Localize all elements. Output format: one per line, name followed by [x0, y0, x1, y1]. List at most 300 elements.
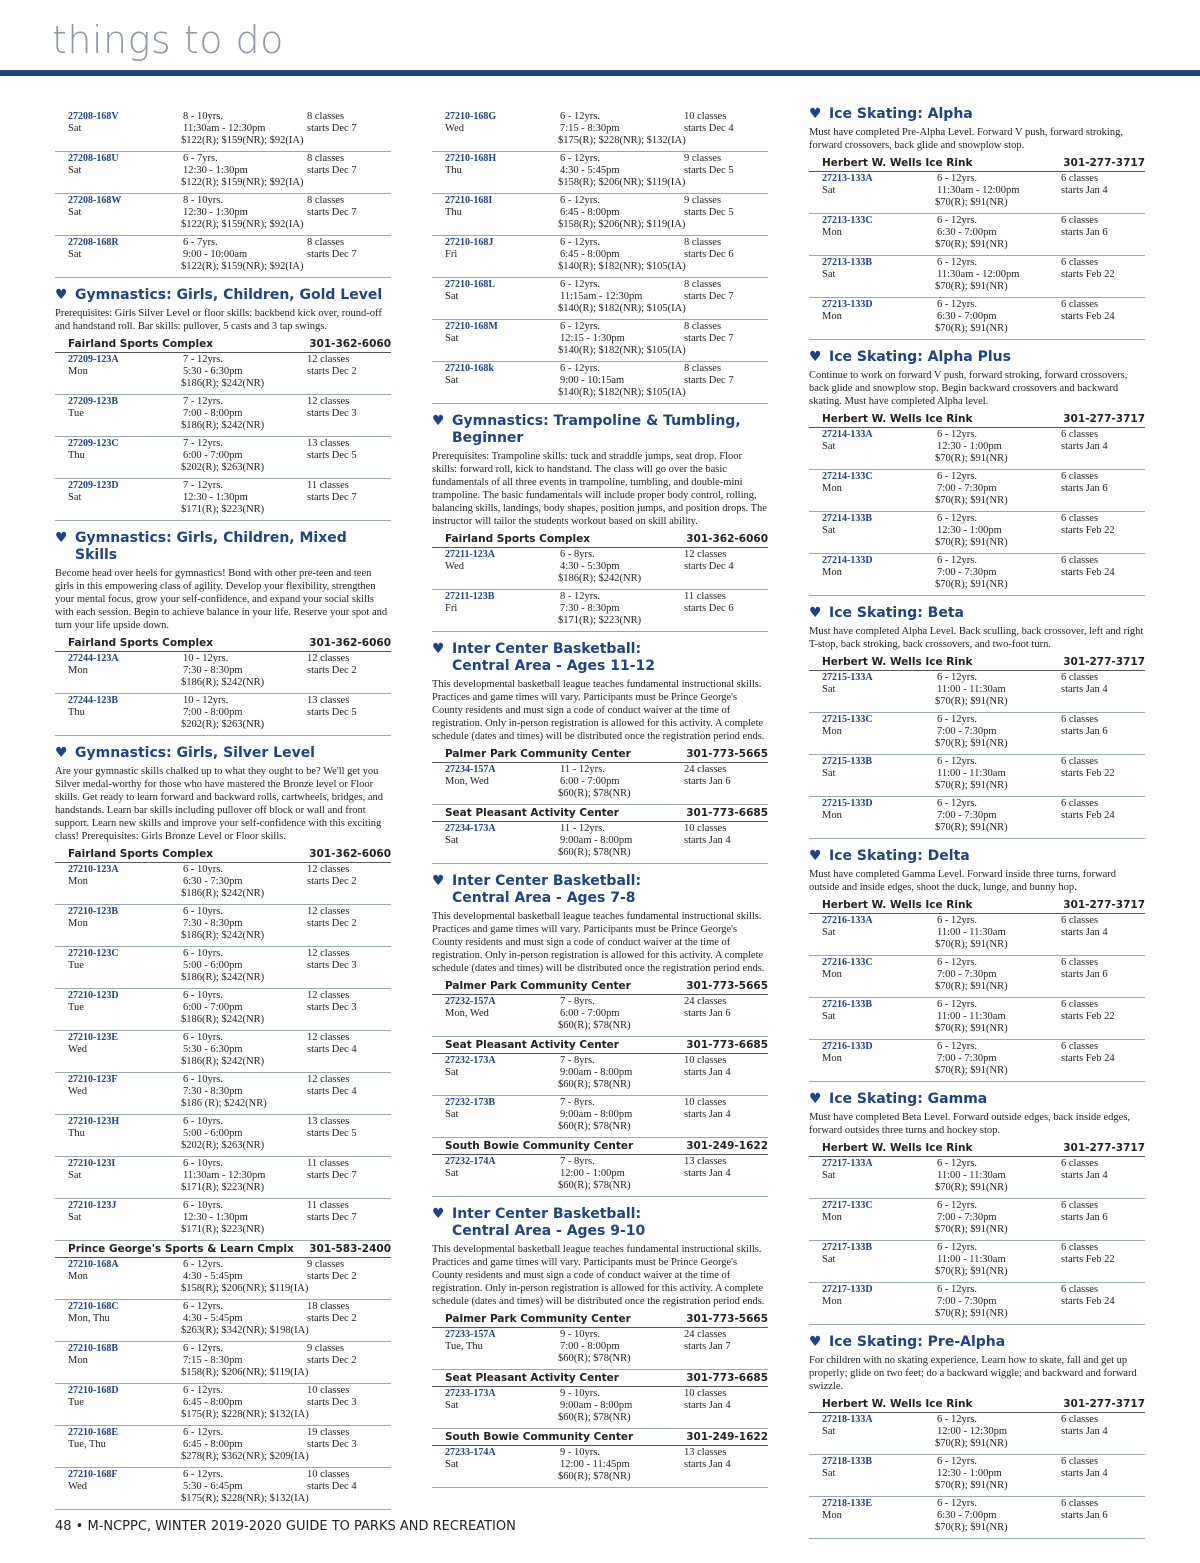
class-day: Mon, Thu [68, 1313, 110, 1324]
class-start: starts Dec 3 [307, 1439, 357, 1450]
class-start: starts Dec 7 [684, 375, 734, 386]
class-start: starts Dec 3 [307, 408, 357, 419]
class-count: 9 classes [684, 153, 722, 164]
class-day: Sat [822, 927, 836, 938]
class-day: Wed [68, 1481, 87, 1492]
class-code[interactable]: 27213-133A [822, 173, 873, 184]
location-header: Herbert W. Wells Ice Rink 301-277-3717 [809, 654, 1145, 671]
class-start: starts Dec 7 [307, 492, 357, 503]
class-code[interactable]: 27210-123J [68, 1200, 117, 1211]
class-time: 5:30 - 6:30pm [183, 366, 243, 377]
section-title: ♥ Gymnastics: Girls, Silver Level [55, 745, 315, 761]
class-time: 7:00 - 8:00pm [183, 707, 243, 718]
class-time: 11:30am - 12:30pm [183, 123, 266, 134]
class-row [809, 1241, 1145, 1283]
class-code[interactable]: 27210-168L [445, 279, 495, 290]
class-code[interactable]: 27232-174A [445, 1156, 496, 1167]
class-time: 12:00 - 12:30pm [937, 1426, 1007, 1437]
class-start: starts Jan 6 [684, 776, 731, 787]
class-code[interactable]: 27244-123B [68, 695, 118, 706]
class-age: 6 - 12yrs. [937, 798, 977, 809]
class-row [55, 110, 391, 152]
class-code[interactable]: 27234-173A [445, 823, 496, 834]
class-time: 7:30 - 8:30pm [183, 1086, 243, 1097]
class-count: 6 classes [1061, 215, 1099, 226]
class-fee: $70(R); $91(NR) [935, 1522, 1008, 1533]
class-count: 6 classes [1061, 555, 1099, 566]
location-header: Palmer Park Community Center 301-773-5665 [432, 1311, 768, 1328]
class-row [809, 956, 1145, 998]
class-day: Mon [68, 918, 88, 929]
class-fee: $70(R); $91(NR) [935, 939, 1008, 950]
class-code[interactable]: 27210-168E [68, 1427, 118, 1438]
class-code[interactable]: 27210-168I [445, 195, 493, 206]
class-time: 7:00 - 7:30pm [937, 483, 997, 494]
class-code[interactable]: 27209-123B [68, 396, 118, 407]
class-code[interactable]: 27211-123B [445, 591, 495, 602]
class-day: Sat [822, 1254, 836, 1265]
class-row [432, 320, 768, 362]
class-code[interactable]: 27208-168R [68, 237, 119, 248]
class-day: Sat [68, 492, 82, 503]
location-header: Herbert W. Wells Ice Rink 301-277-3717 [809, 411, 1145, 428]
class-time: 6:45 - 8:00pm [560, 249, 620, 260]
section-title: ♥ Ice Skating: Gamma [809, 1091, 988, 1107]
class-code[interactable]: 27216-133C [822, 957, 873, 968]
class-start: starts Jan 6 [1061, 483, 1108, 494]
heart-icon: ♥ [55, 745, 68, 761]
class-code[interactable]: 27213-133B [822, 257, 872, 268]
class-count: 6 classes [1061, 429, 1099, 440]
class-day: Sat [68, 207, 82, 218]
class-count: 8 classes [684, 363, 722, 374]
page-title: things to do [52, 18, 284, 62]
class-row [432, 194, 768, 236]
class-fee: $70(R); $91(NR) [935, 1023, 1008, 1034]
class-day: Mon [822, 483, 842, 494]
class-time: 7:00 - 7:30pm [937, 1212, 997, 1223]
class-fee: $186(R); $242(NR) [181, 420, 265, 431]
class-age: 7 - 8yrs. [560, 1156, 595, 1167]
class-fee: $70(R); $91(NR) [935, 239, 1008, 250]
class-time: 6:30 - 7:30pm [183, 876, 243, 887]
class-code[interactable]: 27217-133A [822, 1158, 873, 1169]
class-time: 5:30 - 6:45pm [183, 1481, 243, 1492]
class-fee: $70(R); $91(NR) [935, 1438, 1008, 1449]
class-start: starts Dec 7 [307, 165, 357, 176]
class-fee: $186(R); $242(NR) [181, 972, 265, 983]
class-row [809, 797, 1145, 839]
class-count: 11 classes [307, 1158, 349, 1169]
class-count: 6 classes [1061, 1158, 1099, 1169]
class-row [55, 1384, 391, 1426]
class-time: 7:00 - 7:30pm [937, 810, 997, 821]
heart-icon: ♥ [809, 1334, 822, 1350]
class-fee: $70(R); $91(NR) [935, 981, 1008, 992]
class-count: 9 classes [307, 1259, 345, 1270]
class-time: 9:00 - 10:15am [560, 375, 625, 386]
class-count: 10 classes [684, 1055, 727, 1066]
class-day: Sat [68, 123, 82, 134]
class-code[interactable]: 27210-168G [445, 111, 497, 122]
class-fee: $70(R); $91(NR) [935, 453, 1008, 464]
class-day: Mon [822, 1296, 842, 1307]
class-code[interactable]: 27215-133D [822, 798, 873, 809]
class-code[interactable]: 27210-168C [68, 1301, 119, 1312]
class-fee: $60(R); $78(NR) [558, 1353, 631, 1364]
class-time: 7:00 - 7:30pm [937, 1053, 997, 1064]
class-day: Mon, Wed [445, 1008, 489, 1019]
class-code[interactable]: 27234-157A [445, 764, 496, 775]
section-description: Must have completed Gamma Level. Forward inside three turns, forward outside and inside edges, shoot the duck, lunge, and bunny hop. [809, 869, 1117, 893]
class-count: 12 classes [307, 990, 350, 1001]
class-start: starts Feb 24 [1061, 810, 1115, 821]
class-start: starts Jan 4 [684, 1067, 731, 1078]
class-code[interactable]: 27232-173A [445, 1055, 496, 1066]
class-time: 7:30 - 8:30pm [183, 665, 243, 676]
class-fee: $158(R); $206(NR); $119(IA) [181, 1367, 309, 1378]
class-code[interactable]: 27210-168H [445, 153, 497, 164]
class-start: starts Dec 2 [307, 366, 357, 377]
class-day: Tue, Thu [68, 1439, 106, 1450]
class-row [432, 1328, 768, 1370]
class-start: starts Dec 4 [307, 1481, 357, 1492]
class-age: 6 - 8yrs. [560, 549, 595, 560]
class-age: 6 - 10yrs. [183, 1158, 223, 1169]
class-fee: $202(R); $263(NR) [181, 1140, 265, 1151]
heart-icon: ♥ [432, 873, 445, 889]
class-start: starts Jan 6 [1061, 726, 1108, 737]
class-code[interactable]: 27210-123F [68, 1074, 118, 1085]
class-fee: $186(R); $242(NR) [181, 1014, 265, 1025]
class-count: 8 classes [307, 111, 345, 122]
class-code[interactable]: 27208-168V [68, 111, 119, 122]
class-row [432, 548, 768, 590]
class-code[interactable]: 27210-123E [68, 1032, 118, 1043]
class-fee: $202(R); $263(NR) [181, 719, 265, 730]
class-code[interactable]: 27217-133B [822, 1242, 872, 1253]
class-count: 10 classes [307, 1469, 350, 1480]
class-code[interactable]: 27215-133B [822, 756, 872, 767]
class-row [809, 1413, 1145, 1455]
class-count: 6 classes [1061, 999, 1099, 1010]
class-code[interactable]: 27216-133D [822, 1041, 873, 1052]
class-count: 12 classes [307, 1032, 350, 1043]
class-age: 9 - 10yrs. [560, 1329, 600, 1340]
class-start: starts Dec 7 [307, 249, 357, 260]
class-age: 6 - 10yrs. [183, 906, 223, 917]
class-count: 11 classes [307, 1200, 349, 1211]
class-day: Sat [68, 165, 82, 176]
class-age: 6 - 12yrs. [937, 756, 977, 767]
class-code[interactable]: 27208-168U [68, 153, 119, 164]
class-time: 7:00 - 7:30pm [937, 567, 997, 578]
class-code[interactable]: 27210-168M [445, 321, 498, 332]
class-time: 11:00 - 11:30am [937, 768, 1006, 779]
class-start: starts Feb 22 [1061, 269, 1115, 280]
class-age: 6 - 12yrs. [937, 215, 977, 226]
class-fee: $70(R); $91(NR) [935, 1308, 1008, 1319]
class-code[interactable]: 27218-133E [822, 1498, 872, 1509]
location-header: Seat Pleasant Activity Center 301-773-6685 [432, 1037, 768, 1054]
class-row [55, 694, 391, 736]
section-description: Prerequisites: Trampoline skills: tuck and straddle jumps, seat drop. Floor skills: forward roll, kick to handstand. The class will go over the basic fundamentals of all three events in trampoline, tumbling, and double-mini trampoline. The basic fundamentals will include proper body control, rolling, balancing skills, landings, body shapes, position jumps, and position drops. The instructor will tailor the students workout based on skill ability. [432, 451, 767, 527]
class-time: 6:30 - 7:00pm [937, 227, 997, 238]
class-count: 13 classes [307, 438, 350, 449]
section-description: Are your gymnastic skills chalked up to what they ought to be? We'll get you Silver medal-worthy for those who have mastered the Bronze level or Floor skills. Get ready to learn forward and backward rolls, cartwheels, bridges, and handstands. Learn bar skills including pullover off block or wall and front support. Learn new skills and improve your self-confidence with this exciting class! Prerequisites: Girls Bronze Level or Floor skills. [55, 766, 384, 842]
class-code[interactable]: 27233-157A [445, 1329, 496, 1340]
page-footer: 48 • M-NCPPC, WINTER 2019-2020 GUIDE TO PARKS AND RECREATION [55, 1519, 516, 1534]
class-count: 6 classes [1061, 471, 1099, 482]
class-age: 11 - 12yrs. [560, 823, 605, 834]
section-title: ♥ Gymnastics: Girls, Children, Gold Level [55, 287, 383, 303]
class-time: 12:30 - 1:00pm [937, 441, 1002, 452]
class-day: Thu [68, 450, 85, 461]
class-count: 6 classes [1061, 915, 1099, 926]
class-code[interactable]: 27217-133C [822, 1200, 873, 1211]
location-header: Fairland Sports Complex 301-362-6060 [55, 336, 391, 353]
class-day: Wed [68, 1086, 87, 1097]
class-code[interactable]: 27214-133C [822, 471, 873, 482]
section-description: Must have completed Beta Level. Forward outside edges, back inside edges, forward outsides three turns and hockey stop. [809, 1112, 1131, 1136]
class-age: 6 - 10yrs. [183, 948, 223, 959]
class-count: 6 classes [1061, 1456, 1099, 1467]
class-code[interactable]: 27215-133C [822, 714, 873, 725]
class-day: Sat [822, 269, 836, 280]
class-code[interactable]: 27210-123A [68, 864, 119, 875]
class-code[interactable]: 27210-123D [68, 990, 119, 1001]
section-title: ♥ Gymnastics: Girls, Children, Mixed Skills [55, 530, 347, 563]
class-age: 6 - 12yrs. [183, 1385, 223, 1396]
class-fee: $171(R); $223(NR) [181, 1182, 265, 1193]
class-time: 11:00 - 11:30am [937, 927, 1006, 938]
class-day: Sat [445, 291, 459, 302]
class-start: starts Jan 6 [1061, 969, 1108, 980]
class-code[interactable]: 27217-133D [822, 1284, 873, 1295]
class-count: 8 classes [307, 195, 345, 206]
class-fee: $70(R); $91(NR) [935, 1065, 1008, 1076]
class-start: starts Dec 3 [307, 1002, 357, 1013]
class-row [55, 194, 391, 236]
class-fee: $60(R); $78(NR) [558, 1471, 631, 1482]
class-code[interactable]: 27214-133B [822, 513, 872, 524]
class-row [432, 278, 768, 320]
class-code[interactable]: 27233-174A [445, 1447, 496, 1458]
class-row [55, 1115, 391, 1157]
class-code[interactable]: 27210-168J [445, 237, 494, 248]
class-count: 12 classes [307, 396, 350, 407]
location-header: Seat Pleasant Activity Center 301-773-6685 [432, 805, 768, 822]
class-start: starts Feb 22 [1061, 525, 1115, 536]
heart-icon: ♥ [55, 287, 68, 303]
class-day: Sat [445, 835, 459, 846]
class-age: 7 - 12yrs. [183, 480, 223, 491]
class-code[interactable]: 27210-123B [68, 906, 118, 917]
class-start: starts Dec 6 [684, 603, 734, 614]
class-code[interactable]: 27208-168W [68, 195, 122, 206]
class-code[interactable]: 27218-133A [822, 1414, 873, 1425]
class-code[interactable]: 27232-173B [445, 1097, 495, 1108]
class-code[interactable]: 27216-133B [822, 999, 872, 1010]
class-count: 18 classes [307, 1301, 350, 1312]
class-code[interactable]: 27211-123A [445, 549, 495, 560]
class-row [55, 1199, 391, 1241]
class-age: 6 - 12yrs. [937, 999, 977, 1010]
class-count: 6 classes [1061, 299, 1099, 310]
class-day: Sat [822, 525, 836, 536]
class-code[interactable]: 27209-123C [68, 438, 119, 449]
class-row [809, 671, 1145, 713]
class-time: 6:45 - 8:00pm [560, 207, 620, 218]
class-count: 10 classes [307, 1385, 350, 1396]
class-code[interactable]: 27214-133D [822, 555, 873, 566]
class-time: 7:15 - 8:30pm [560, 123, 620, 134]
class-time: 11:15am - 12:30pm [560, 291, 643, 302]
class-fee: $278(R); $362(NR); $209(IA) [181, 1451, 309, 1462]
class-start: starts Dec 2 [307, 1355, 357, 1366]
class-start: starts Jan 6 [684, 1008, 731, 1019]
class-day: Mon [68, 366, 88, 377]
class-row [809, 1283, 1145, 1325]
class-code[interactable]: 27216-133A [822, 915, 873, 926]
class-count: 10 classes [684, 1388, 727, 1399]
class-day: Sat [822, 441, 836, 452]
class-code[interactable]: 27210-168B [68, 1343, 118, 1354]
class-age: 6 - 12yrs. [937, 471, 977, 482]
class-row [432, 110, 768, 152]
class-code[interactable]: 27210-123C [68, 948, 119, 959]
class-code[interactable]: 27213-133D [822, 299, 873, 310]
class-time: 9:00am - 8:00pm [560, 1109, 633, 1120]
location-header: Prince George's Sports & Learn Cmplx 301-583-2400 [55, 1241, 391, 1258]
class-fee: $140(R); $182(NR); $105(IA) [558, 303, 686, 314]
class-code[interactable]: 27233-173A [445, 1388, 496, 1399]
class-code[interactable]: 27214-133A [822, 429, 873, 440]
class-fee: $122(R); $159(NR); $92(IA) [181, 177, 304, 188]
location-header: Herbert W. Wells Ice Rink 301-277-3717 [809, 155, 1145, 172]
class-fee: $60(R); $78(NR) [558, 1412, 631, 1423]
class-start: starts Feb 24 [1061, 567, 1115, 578]
class-time: 7:15 - 8:30pm [183, 1355, 243, 1366]
class-code[interactable]: 27210-168F [68, 1469, 118, 1480]
class-count: 24 classes [684, 1329, 727, 1340]
class-row [809, 914, 1145, 956]
class-code[interactable]: 27215-133A [822, 672, 873, 683]
class-age: 6 - 12yrs. [560, 363, 600, 374]
class-count: 6 classes [1061, 714, 1099, 725]
class-count: 13 classes [684, 1447, 727, 1458]
class-row [809, 256, 1145, 298]
class-row [55, 1157, 391, 1199]
class-fee: $158(R); $206(NR); $119(IA) [181, 1283, 309, 1294]
class-code[interactable]: 27210-168k [445, 363, 494, 374]
class-row [809, 1455, 1145, 1497]
location-header: Palmer Park Community Center 301-773-5665 [432, 746, 768, 763]
class-count: 10 classes [684, 111, 727, 122]
class-day: Sat [445, 1459, 459, 1470]
class-age: 6 - 12yrs. [183, 1469, 223, 1480]
class-fee: $60(R); $78(NR) [558, 1079, 631, 1090]
class-age: 6 - 12yrs. [937, 1498, 977, 1509]
class-code[interactable]: 27210-168A [68, 1259, 119, 1270]
class-row [809, 998, 1145, 1040]
class-count: 10 classes [684, 1097, 727, 1108]
class-time: 5:00 - 6:00pm [183, 1128, 243, 1139]
class-start: starts Dec 4 [307, 1086, 357, 1097]
class-day: Mon [68, 1355, 88, 1366]
class-code[interactable]: 27210-123H [68, 1116, 120, 1127]
class-code[interactable]: 27209-123D [68, 480, 119, 491]
class-time: 11:30am - 12:00pm [937, 269, 1020, 280]
class-age: 6 - 12yrs. [560, 111, 600, 122]
class-fee: $175(R); $228(NR); $132(IA) [181, 1409, 309, 1420]
class-count: 24 classes [684, 764, 727, 775]
class-fee: $140(R); $182(NR); $105(IA) [558, 261, 686, 272]
class-day: Sat [445, 375, 459, 386]
class-count: 6 classes [1061, 173, 1099, 184]
class-code[interactable]: 27209-123A [68, 354, 119, 365]
class-fee: $70(R); $91(NR) [935, 1266, 1008, 1277]
class-code[interactable]: 27244-123A [68, 653, 119, 664]
class-count: 13 classes [307, 695, 350, 706]
class-row [432, 1446, 768, 1488]
class-count: 12 classes [684, 549, 727, 560]
class-start: starts Dec 2 [307, 918, 357, 929]
class-start: starts Dec 5 [307, 707, 357, 718]
class-code[interactable]: 27210-168D [68, 1385, 119, 1396]
class-day: Fri [445, 249, 458, 260]
class-time: 7:00 - 7:30pm [937, 1296, 997, 1307]
class-age: 9 - 10yrs. [560, 1447, 600, 1458]
class-code[interactable]: 27218-133B [822, 1456, 872, 1467]
class-start: starts Dec 4 [684, 561, 734, 572]
class-count: 6 classes [1061, 513, 1099, 524]
class-count: 8 classes [684, 237, 722, 248]
class-fee: $60(R); $78(NR) [558, 847, 631, 858]
class-age: 8 - 10yrs. [183, 111, 223, 122]
section-description: For children with no skating experience. Learn how to skate, fall and get up properly; glide on two feet; do a backward wiggle; and backward and forward swizzle. [809, 1355, 1137, 1392]
class-day: Sat [822, 768, 836, 779]
class-day: Sat [822, 1426, 836, 1437]
class-time: 12:30 - 1:30pm [183, 492, 248, 503]
section-title: ♥ Inter Center Basketball: Central Area - Ages 7-8 [432, 873, 642, 906]
section-description: This developmental basketball league teaches fundamental instructional skills. Practices and game times will vary. Participants must be Prince George's County residents and must sign a code of conduct waiver at the time of registration. Only in-person registration is allowed for this activity. A complete schedule (dates and times) will be distributed once the registration period ends. [432, 1244, 765, 1307]
class-age: 6 - 12yrs. [937, 1041, 977, 1052]
section-description: Must have completed Pre-Alpha Level. Forward V push, forward stroking, forward crossovers, back glide and snowplow stop. [809, 127, 1123, 151]
class-row [55, 152, 391, 194]
section-description: Must have completed Alpha Level. Back sculling, back crossover, left and right T-stop, back stroking, back crossovers, and two-foot turn. [809, 626, 1144, 650]
class-start: starts Jan 4 [1061, 185, 1108, 196]
class-day: Sat [68, 1212, 82, 1223]
class-code[interactable]: 27210-123I [68, 1158, 116, 1169]
class-time: 7:30 - 8:30pm [560, 603, 620, 614]
class-age: 6 - 7yrs. [183, 153, 218, 164]
class-fee: $122(R); $159(NR); $92(IA) [181, 219, 304, 230]
class-day: Mon [822, 227, 842, 238]
heart-icon: ♥ [55, 530, 68, 546]
class-count: 24 classes [684, 996, 727, 1007]
class-age: 6 - 10yrs. [183, 1074, 223, 1085]
class-count: 6 classes [1061, 1498, 1099, 1509]
class-row [55, 1426, 391, 1468]
class-count: 8 classes [307, 153, 345, 164]
class-day: Mon, Wed [445, 776, 489, 787]
class-row [55, 1073, 391, 1115]
class-age: 6 - 12yrs. [560, 237, 600, 248]
class-day: Mon [68, 1271, 88, 1282]
class-code[interactable]: 27232-157A [445, 996, 496, 1007]
class-code[interactable]: 27213-133C [822, 215, 873, 226]
